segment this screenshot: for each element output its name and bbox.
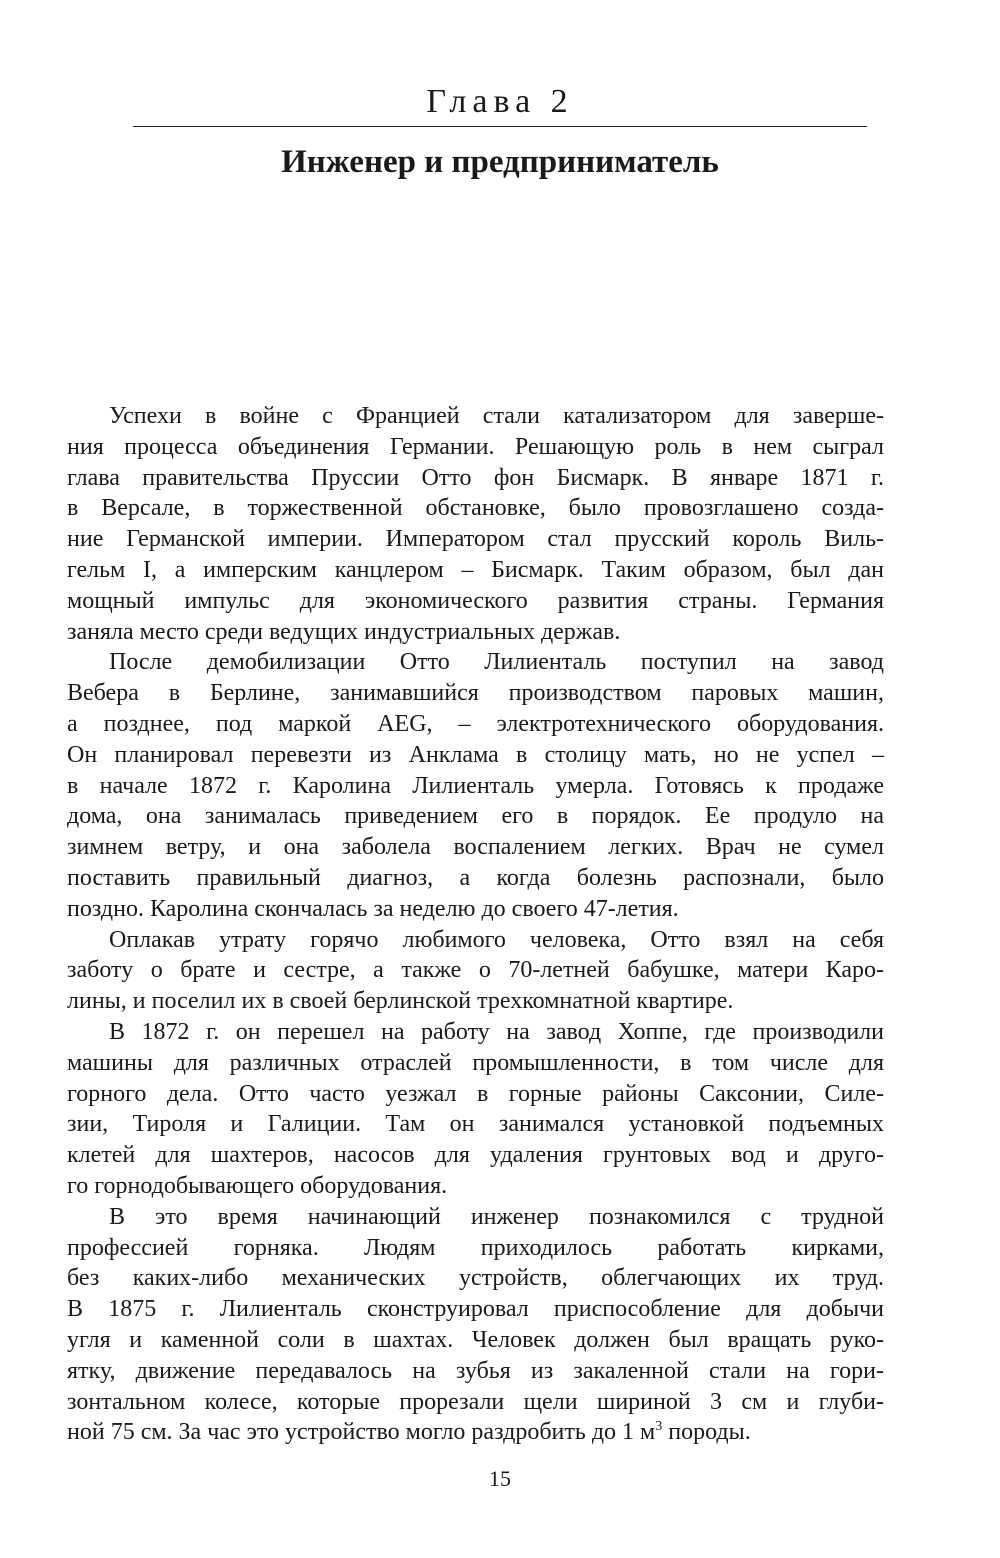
paragraph [67,1017,884,1202]
text-line: В 1872 г. он перешел на работу на завод Хоппе, где производили [109,1018,884,1045]
chapter-label: Глава 2 [426,83,574,120]
text-line: Успехи в войне с Францией стали катализатором для заверше- [109,403,884,429]
text-line: в Версале, в торжественной обстановке, было провозглашено созда- [67,495,884,522]
text-line: дома, она занималась приведением его в порядок. Ее продуло на [67,803,884,830]
paragraph [67,401,884,647]
text-line: клетей для шахтеров, насосов для удаления грунтовых вод и друго- [67,1142,884,1169]
text-line: Оплакав утрату горячо любимого человека, Отто взял на себя [109,926,884,953]
text-line: ние Германской империи. Императором стал прусский король Виль- [67,526,884,553]
text-line-part: породы. [662,1419,751,1446]
text-line: го горнодобывающего оборудования. [67,1172,448,1199]
text-line: гельм I, а имперским канцлером – Бисмарк. Таким образом, был дан [67,556,884,583]
text-line-last [67,1417,884,1448]
paragraph [67,1202,884,1448]
body-text [67,401,884,1448]
page-number: 15 [489,1466,511,1491]
paragraph [67,647,884,924]
text-line: заняла место среди ведущих индустриальных держав. [67,618,621,645]
text-line: мощный импульс для экономического развития страны. Германия [67,587,884,614]
text-line: Он планировал перевезти из Анклама в столицу мать, но не успел – [67,741,884,768]
text-line: заботу о брате и сестре, а также о 70-летней бабушке, матери Каро- [67,957,884,984]
text-line: без каких-либо механических устройств, облегчающих их труд. [67,1265,884,1292]
text-line: машины для различных отраслей промышленности, в том числе для [67,1049,884,1076]
chapter-divider [133,126,867,127]
text-line: зимнем ветру, и она заболела воспалением легких. Врач не сумел [67,834,884,861]
text-line: зонтальном колесе, которые прорезали щели шириной 3 см и глуби- [67,1388,884,1415]
text-line: а позднее, под маркой AEG, – электротехнического оборудования. [67,710,884,737]
text-line: горного дела. Отто часто уезжал в горные районы Саксонии, Силе- [67,1080,884,1107]
text-line: зии, Тироля и Галиции. Там он занимался установкой подъемных [67,1111,884,1138]
text-line: ния процесса объединения Германии. Решающую роль в нем сыграл [67,433,884,460]
text-line: глава правительства Пруссии Отто фон Бисмарк. В январе 1871 г. [67,464,884,491]
text-line: профессией горняка. Людям приходилось работать кирками, [67,1234,884,1261]
paragraph [67,925,884,1017]
text-line: лины, и поселил их в своей берлинской трехкомнатной квартире. [67,988,734,1015]
text-line: В 1875 г. Лилиенталь сконструировал приспособление для добычи [67,1296,884,1323]
text-line: в начале 1872 г. Каролина Лилиенталь умерла. Готовясь к продаже [67,772,884,799]
text-line: поставить правильный диагноз, а когда болезнь распознали, было [67,864,884,891]
text-line-part: ной 75 см. За час это устройство могло раздробить до 1 м [67,1419,656,1446]
chapter-title: Инженер и предприниматель [281,144,719,180]
text-line: ятку, движение передавалось на зубья из закаленной стали на гори- [67,1357,884,1384]
text-line: В это время начинающий инженер познакомился с трудной [109,1203,884,1230]
text-line: После демобилизации Отто Лилиенталь поступил на завод [109,649,884,676]
text-line: поздно. Каролина скончалась за неделю до своего 47-летия. [67,895,679,922]
superscript: 3 [655,1419,663,1435]
text-line: Вебера в Берлине, занимавшийся производством паровых машин, [67,680,884,707]
text-line: угля и каменной соли в шахтах. Человек должен был вращать руко- [67,1326,884,1353]
